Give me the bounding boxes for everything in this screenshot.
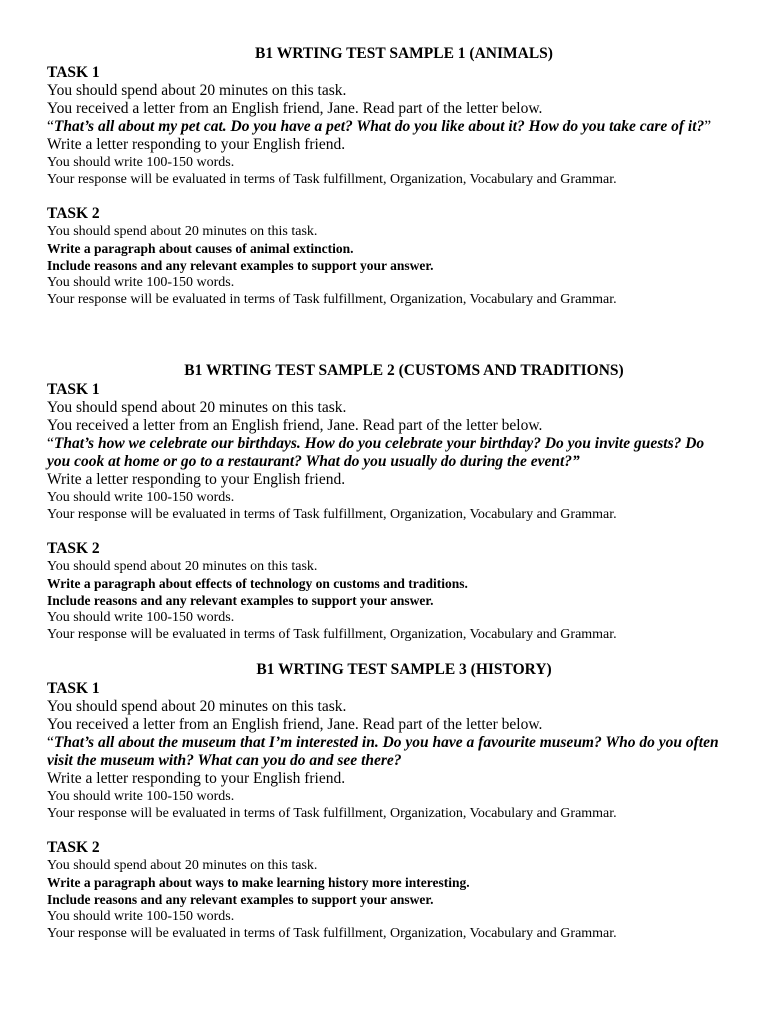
sample-title: B1 WRTING TEST SAMPLE 2 (CUSTOMS AND TRADITIONS) xyxy=(184,362,624,379)
task-prompt: Write a paragraph about ways to make learning history more interesting. xyxy=(47,875,470,890)
task-time: You should spend about 20 minutes on this task. xyxy=(47,82,347,99)
letter-quote xyxy=(47,734,727,770)
quote-text: That’s all about the museum that I’m interested in. Do you have a favourite museum? Who do you often visit the museum with? What can you do and see there? xyxy=(47,734,719,769)
task-word-count: You should write 100-150 words. xyxy=(47,155,235,170)
writing-sample-2 xyxy=(47,361,737,643)
task-word-count: You should write 100-150 words. xyxy=(47,275,235,290)
quote-open-mark: “ xyxy=(47,118,54,135)
task-support: Include reasons and any relevant examples to support your answer. xyxy=(47,258,434,273)
task-time: You should spend about 20 minutes on this task. xyxy=(47,399,347,416)
task-heading: TASK 1 xyxy=(47,381,100,398)
quote-open-mark: “ xyxy=(47,435,54,452)
quote-text: That’s all about my pet cat. Do you have a pet? What do you like about it? How do you take care of it? xyxy=(53,118,705,135)
task-evaluation: Your response will be evaluated in terms of Task fulfillment, Organization, Vocabulary and Grammar. xyxy=(47,172,617,187)
quote-text: That’s how we celebrate our birthdays. How do you celebrate your birthday? Do you invite guests? Do you cook at home or go to a restaurant? What do you usually do during the event?” xyxy=(47,435,705,470)
task-heading: TASK 2 xyxy=(47,839,100,856)
task-time: You should spend about 20 minutes on this task. xyxy=(47,559,318,574)
task-evaluation: Your response will be evaluated in terms of Task fulfillment, Organization, Vocabulary and Grammar. xyxy=(47,627,617,642)
task-heading: TASK 1 xyxy=(47,64,100,81)
sample-title: B1 WRTING TEST SAMPLE 3 (HISTORY) xyxy=(256,661,552,678)
task-support: Include reasons and any relevant examples to support your answer. xyxy=(47,593,434,608)
task-letter-received: You received a letter from an English friend, Jane. Read part of the letter below. xyxy=(47,417,543,434)
task-instruction: Write a letter responding to your English friend. xyxy=(47,136,346,153)
task-time: You should spend about 20 minutes on this task. xyxy=(47,224,318,239)
task-word-count: You should write 100-150 words. xyxy=(47,789,235,804)
task-support: Include reasons and any relevant examples to support your answer. xyxy=(47,892,434,907)
letter-quote xyxy=(47,435,727,471)
task-heading: TASK 2 xyxy=(47,205,100,222)
task-word-count: You should write 100-150 words. xyxy=(47,610,235,625)
task-heading: TASK 2 xyxy=(47,540,100,557)
sample-title: B1 WRTING TEST SAMPLE 1 (ANIMALS) xyxy=(255,45,553,62)
task-letter-received: You received a letter from an English friend, Jane. Read part of the letter below. xyxy=(47,716,543,733)
task-prompt: Write a paragraph about effects of technology on customs and traditions. xyxy=(47,576,468,591)
quote-close-mark: ” xyxy=(704,118,712,135)
task-letter-received: You received a letter from an English friend, Jane. Read part of the letter below. xyxy=(47,100,543,117)
writing-sample-1 xyxy=(47,44,737,308)
task-time: You should spend about 20 minutes on this task. xyxy=(47,858,318,873)
task-evaluation: Your response will be evaluated in terms of Task fulfillment, Organization, Vocabulary and Grammar. xyxy=(47,806,617,821)
task-evaluation: Your response will be evaluated in terms of Task fulfillment, Organization, Vocabulary and Grammar. xyxy=(47,507,617,522)
task-word-count: You should write 100-150 words. xyxy=(47,490,235,505)
task-evaluation: Your response will be evaluated in terms of Task fulfillment, Organization, Vocabulary and Grammar. xyxy=(47,926,617,941)
letter-quote xyxy=(47,118,727,136)
task-evaluation: Your response will be evaluated in terms of Task fulfillment, Organization, Vocabulary and Grammar. xyxy=(47,292,617,307)
writing-sample-3 xyxy=(47,660,737,942)
task-instruction: Write a letter responding to your English friend. xyxy=(47,471,346,488)
task-heading: TASK 1 xyxy=(47,680,100,697)
task-time: You should spend about 20 minutes on this task. xyxy=(47,698,347,715)
task-instruction: Write a letter responding to your English friend. xyxy=(47,770,346,787)
quote-open-mark: “ xyxy=(47,734,54,751)
task-prompt: Write a paragraph about causes of animal extinction. xyxy=(47,241,354,256)
task-word-count: You should write 100-150 words. xyxy=(47,909,235,924)
